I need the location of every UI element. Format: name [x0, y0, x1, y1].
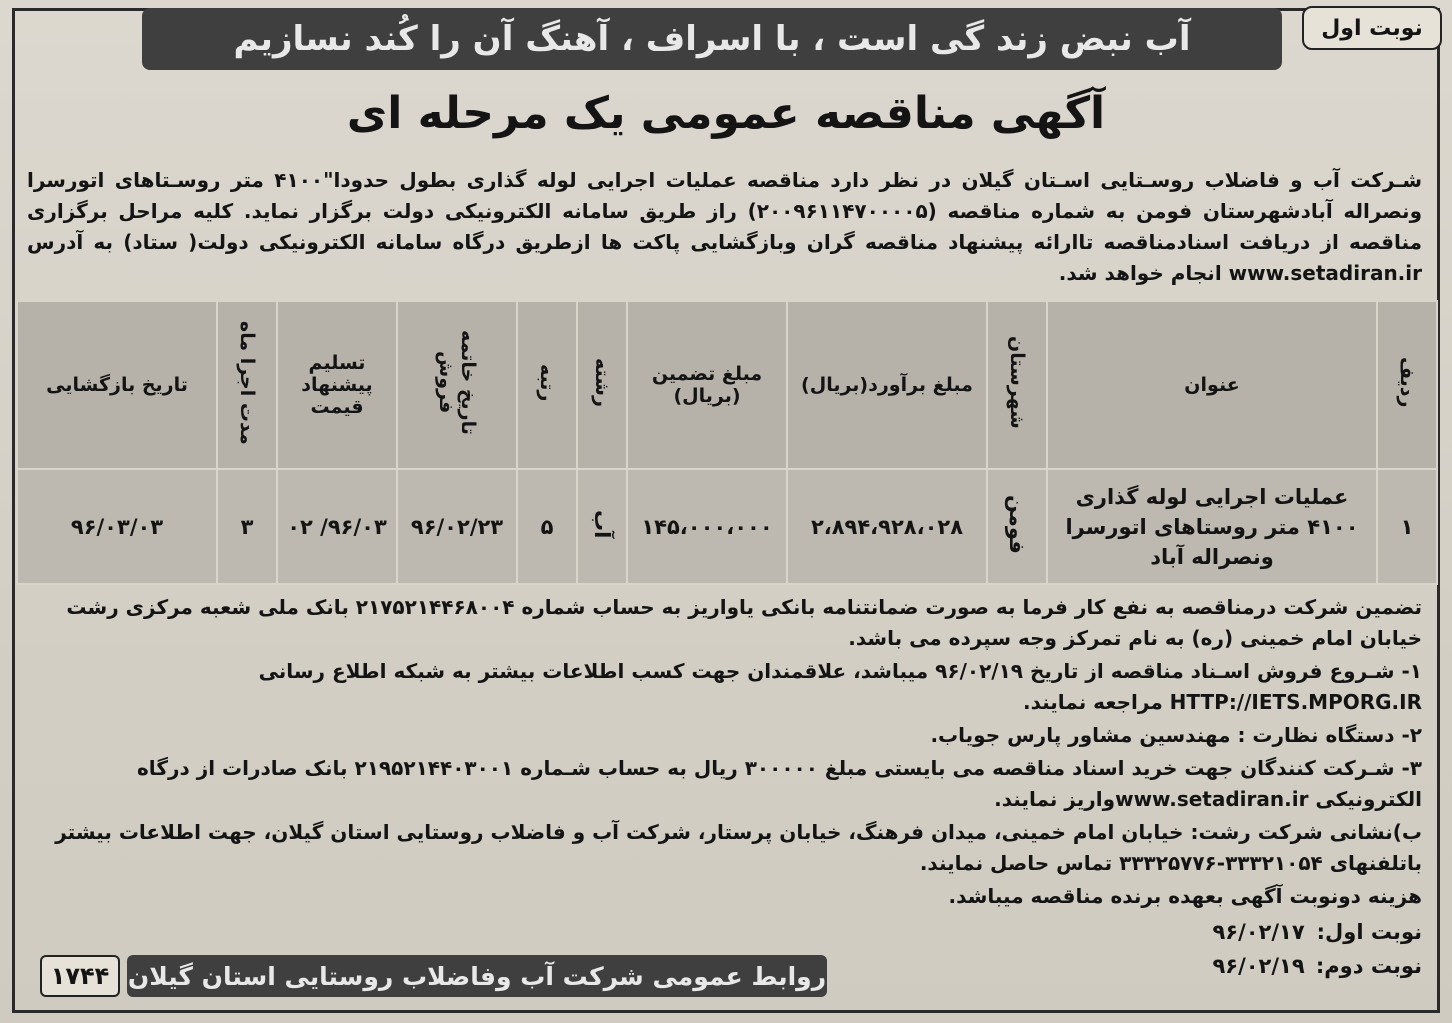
col-grade: رتبه — [517, 301, 577, 469]
first-edition: نوبت اول: ۹۶/۰۲/۱۷ — [1212, 920, 1422, 944]
col-field: رشته — [577, 301, 627, 469]
note-address: ب)نشانی شرکت رشت: خیابان امام خمینی، میدان فرهنگ، خیابان پرستار، شرکت آب و فاضلاب روستایی استان گیلان، جهت اطلاعات بیشتر باتلفنهای ۳۳۳۲۱۰۵۴-۳۳۳۲۵۷۷۶ تماس حاصل نمایند. — [55, 820, 1422, 875]
col-opening: تاریخ بازگشایی — [17, 301, 217, 469]
col-bid-delivery: تسلیم پیشنهاد قیمت — [277, 301, 397, 469]
col-city: شهرستان — [987, 301, 1047, 469]
edition-dates — [1122, 915, 1422, 983]
table-row — [17, 469, 1437, 584]
iets-link[interactable]: HTTP://IETS.MPORG.IR — [1169, 690, 1422, 714]
cell-field: آب — [577, 469, 627, 584]
note-cost: هزینه دونوبت آگهی بعهده برنده مناقصه میباشد. — [948, 884, 1422, 908]
cell-opening: ۹۶/۰۳/۰۳ — [17, 469, 217, 584]
col-guarantee: مبلغ تضمین (بریال) — [627, 301, 787, 469]
cell-grade: ۵ — [517, 469, 577, 584]
cell-city: فومن — [987, 469, 1047, 584]
tender-table — [16, 300, 1438, 585]
note-3: ۳- شـرکت کنندگان جهت خرید اسناد مناقصه می بایستی مبلغ ۳۰۰۰۰۰ ریال به حساب شـماره ۲۱۹۵۲۱۴۴۰۳۰۰۱ بانک صادرات از درگاه الکترونیکی www.setadiran.irواریز نمایند. — [137, 756, 1422, 811]
cell-duration: ۳ — [217, 469, 277, 584]
second-edition: نوبت دوم: ۹۶/۰۲/۱۹ — [1212, 954, 1422, 978]
col-duration: مدت اجرا ماه — [217, 301, 277, 469]
edition-tag: نوبت اول — [1302, 6, 1442, 50]
col-title: عنوان — [1047, 301, 1377, 469]
col-row: ردیف — [1377, 301, 1437, 469]
cell-bid-delivery: ۹۶/۰۳/ ۰۲ — [277, 469, 397, 584]
note-1: ۱- شـروع فروش اسـناد مناقصه از تاریخ ۹۶/۰۲/۱۹ میباشد، علاقمندان جهت کسب اطلاعات بیشتر به شبکه اطلاع رسانی HTTP://IETS.MPORG.IR مراجعه نمایند. — [258, 659, 1422, 714]
table-header-row — [17, 301, 1437, 469]
cell-guarantee: ۱۴۵،۰۰۰،۰۰۰ — [627, 469, 787, 584]
page-title: آگهی مناقصه عمومی یک مرحله ای — [346, 88, 1106, 139]
notes-section — [27, 592, 1422, 914]
col-sale-end: تاریخ خاتمه فروش — [397, 301, 517, 469]
cell-row: ۱ — [1377, 469, 1437, 584]
setad-link[interactable]: www.setadiran.ir — [1115, 787, 1309, 811]
intro-paragraph: شـرکت آب و فاضلاب روسـتایی اسـتان گیلان در نظر دارد مناقصه عملیات اجرایی لوله گذاری بطول حدودا"۴۱۰۰ متر روسـتاهای اتورسرا ونصراله آبادشهرستان فومن به شماره مناقصه (۲۰۰۹۶۱۱۴۷۰۰۰۰۵) راز طریق سامانه الکترونیکی دولت برگزار نماید. کلیه مراحل برگزاری مناقصه از دریافت اسنادمناقصه تاارائه پیشنهاد مناقصه گران وبازگشایی پاکت ها ازطریق درگاه سامانه الکترونیکی دولت( ستاد) به آدرس www.setadiran.ir انجام خواهد شد. — [27, 168, 1422, 285]
cell-title: عملیات اجرایی لوله گذاری ۴۱۰۰ متر روستاهای اتورسرا ونصراله آباد — [1047, 469, 1377, 584]
cell-sale-end: ۹۶/۰۲/۲۳ — [397, 469, 517, 584]
cell-estimate: ۲،۸۹۴،۹۲۸،۰۲۸ — [787, 469, 987, 584]
ad-code: ۱۷۴۴ — [40, 955, 120, 997]
slogan-banner: آب نبض زند گی است ، با اسراف ، آهنگ آن را کُند نسازیم — [142, 8, 1282, 70]
col-estimate: مبلغ برآورد(بریال) — [787, 301, 987, 469]
note-2: ۲- دستگاه نظارت : مهندسین مشاور پارس جویاب. — [930, 723, 1422, 747]
note-guarantee: تضمین شرکت درمناقصه به نفع کار فرما به صورت ضمانتنامه بانکی یاواریز به حساب شماره ۲۱۷۵۲۱۴۴۶۸۰۰۴ بانک ملی شعبه مرکزی رشت خیابان امام خمینی (ره) به نام تمرکز وجه سپرده می باشد. — [66, 595, 1422, 650]
publisher-banner: روابط عمومی شرکت آب وفاضلاب روستایی استان گیلان — [127, 955, 827, 997]
